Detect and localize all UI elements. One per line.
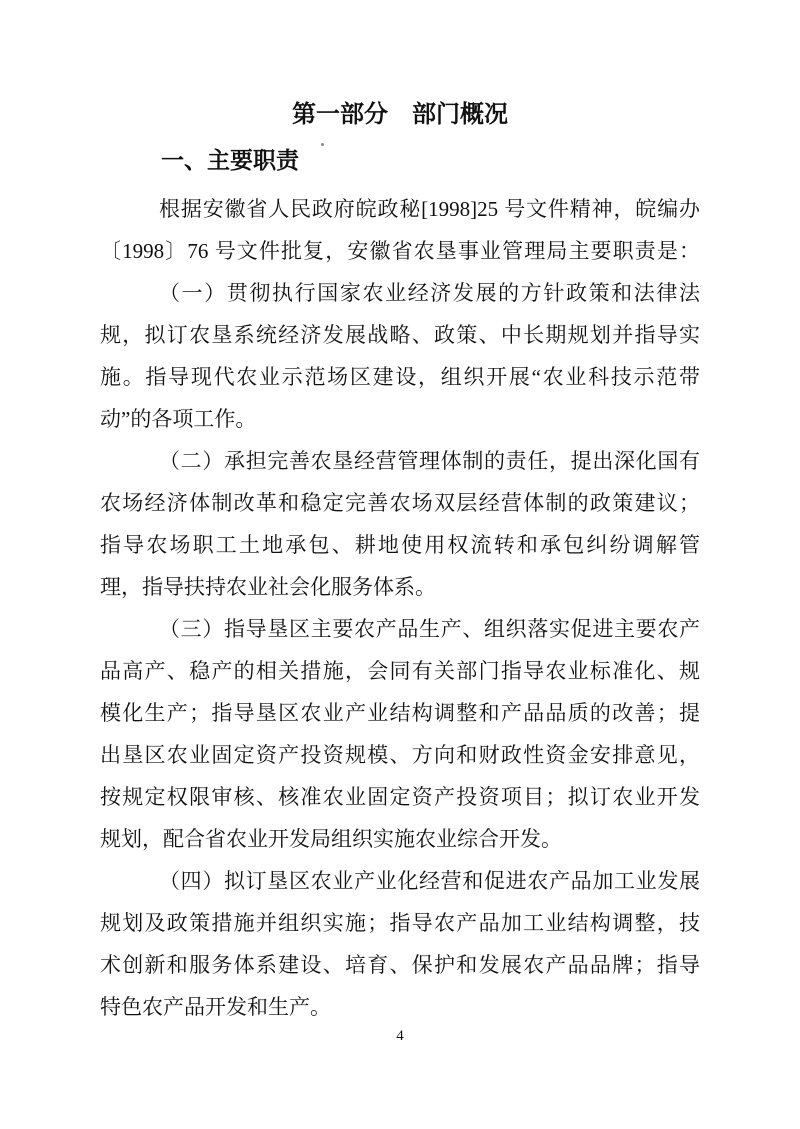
paragraph-line: （二）承担完善农垦经营管理体制的责任，提出深化国有 [159,449,700,473]
paragraph-line: 按规定权限审核、核准农业固定资产投资项目；拟订农业开发 [100,785,700,809]
paragraph-line: 品高产、稳产的相关措施，会同有关部门指导农业标准化、规 [100,659,700,683]
paragraph-line: 根据安徽省人民政府皖政秘[1998]25 号文件精神，皖编办 [159,197,700,221]
scan-speck [321,143,324,146]
paragraph-line: 动”的各项工作。 [100,407,257,431]
paragraph-line: 指导农场职工土地承包、耕地使用权流转和承包纠纷调解管 [100,533,700,557]
paragraph-line: （四）拟订垦区农业产业化经营和促进农产品加工业发展 [159,869,700,893]
paragraph-line: 术创新和服务体系建设、培育、保护和发展农产品品牌；指导 [100,953,700,977]
paragraph-line: 农场经济体制改革和稳定完善农场双层经营体制的政策建议； [100,491,700,515]
section-heading: 一、主要职责 [161,147,299,173]
paragraph-line: 〔1998〕76 号文件批复，安徽省农垦事业管理局主要职责是： [100,239,700,263]
document-title: 第一部分 部门概况 [292,101,508,128]
paragraph-line: 规划及政策措施并组织实施；指导农产品加工业结构调整，技 [100,911,700,935]
paragraph-line: 规，拟订农垦系统经济发展战略、政策、中长期规划并指导实 [100,323,700,347]
page-number: 4 [396,1028,404,1044]
paragraph-line: 特色农产品开发和生产。 [100,995,331,1019]
paragraph-line: 理，指导扶持农业社会化服务体系。 [100,575,436,599]
paragraph-line: 施。指导现代农业示范场区建设，组织开展“农业科技示范带 [100,365,700,389]
paragraph-line: （一）贯彻执行国家农业经济发展的方针政策和法律法 [159,281,700,305]
document-body [100,188,700,1028]
paragraph-line: 规划，配合省农业开发局组织实施农业综合开发。 [100,827,562,851]
paragraph-line: 模化生产；指导垦区农业产业结构调整和产品品质的改善；提 [100,701,700,725]
paragraph-line: 出垦区农业固定资产投资规模、方向和财政性资金安排意见， [100,743,700,767]
paragraph-line: （三）指导垦区主要农产品生产、组织落实促进主要农产 [159,617,700,641]
